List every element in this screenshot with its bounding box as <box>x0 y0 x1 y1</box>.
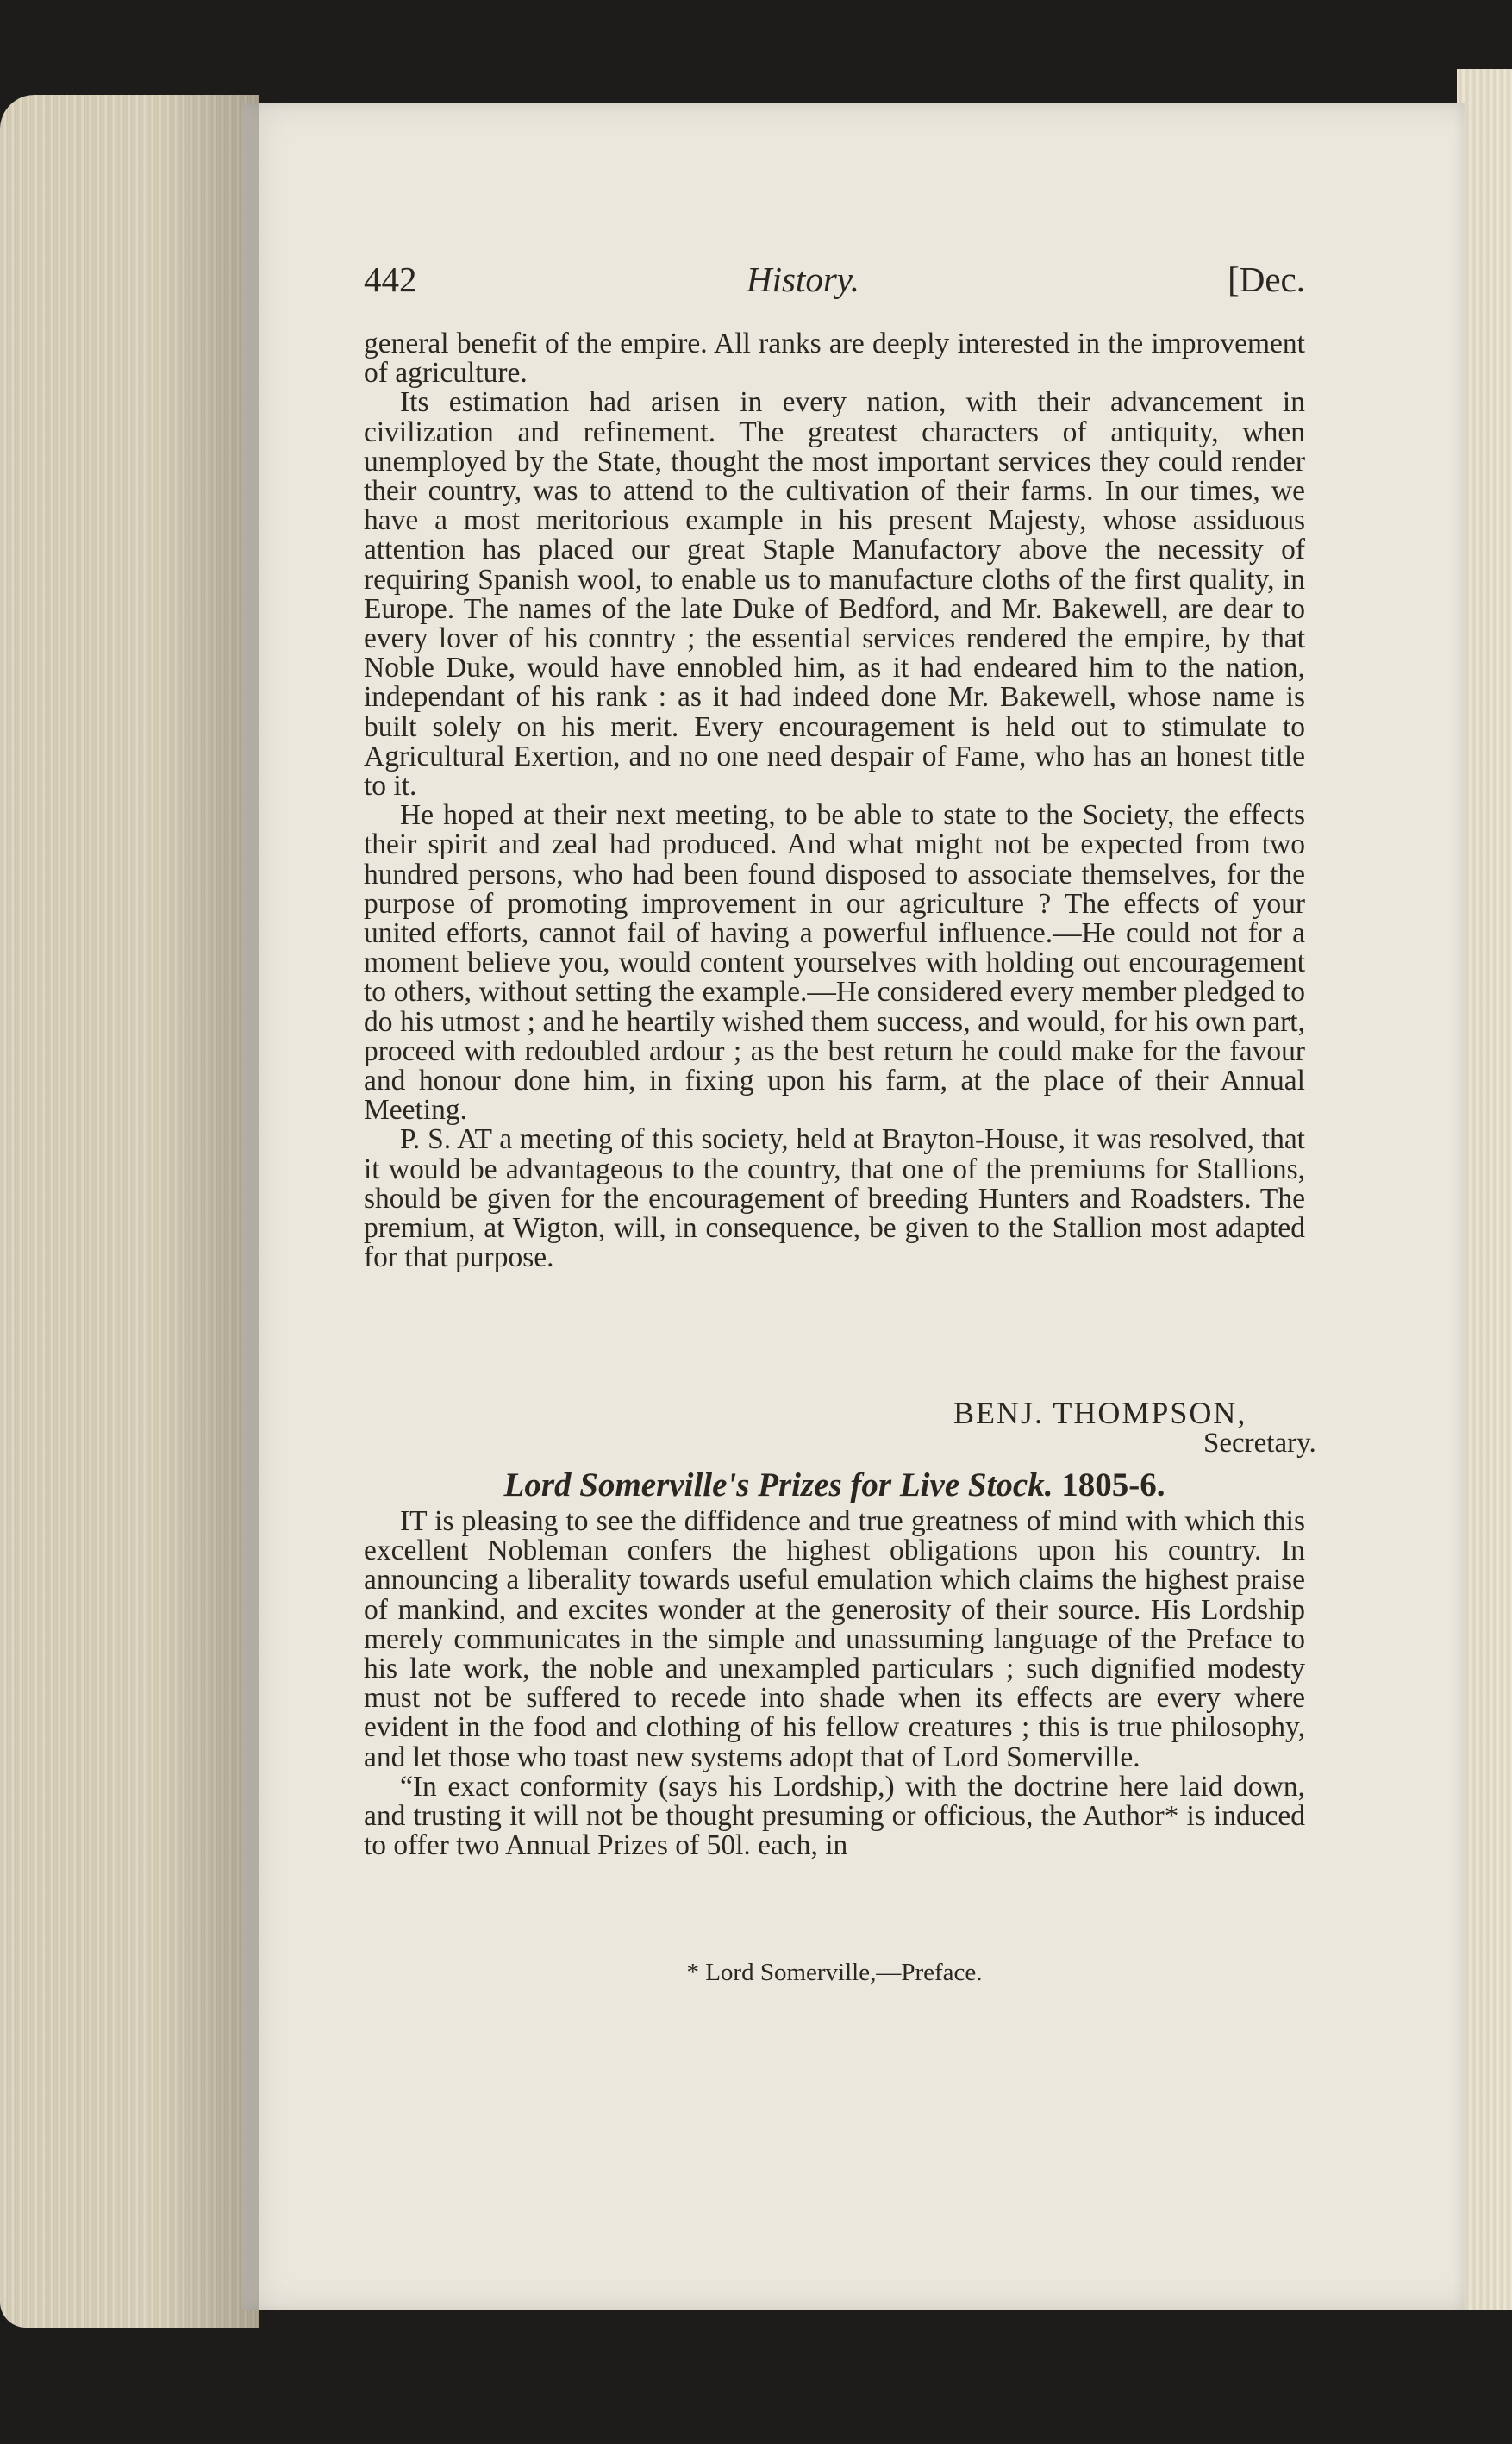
running-header <box>364 259 1305 307</box>
section-years: 1805-6. <box>1061 1466 1165 1503</box>
paragraph: general benefit of the empire. All ranks are deeply interested in the improvement of agriculture. <box>364 328 1305 390</box>
running-title: History. <box>747 259 859 299</box>
signature-name: BENJ. THOMPSON, <box>953 1396 1247 1430</box>
header-month: [Dec. <box>1228 259 1305 299</box>
section-heading <box>364 1466 1305 1504</box>
signature-role: Secretary. <box>1203 1428 1316 1459</box>
body-text-bottom <box>364 1507 1305 1860</box>
page-number: 442 <box>364 259 417 299</box>
footnote: * Lord Somerville,—Preface. <box>686 1959 983 1986</box>
paragraph: IT is pleasing to see the diffidence and true greatness of mind with which this excellent Nobleman confers the highest obligations upon his country. In announcing a liberality towards useful emulation which claims the highest praise of mankind, and excites wonder at the generosity of their source. His Lordship merely communicates in the simple and unassuming language of the Preface to his late work, the noble and unexampled particulars ; such dignified modesty must not be suffered to recede into shade when its effects are every where evident in the food and clothing of his fellow creatures ; this is true philosophy, and let those who toast new systems adopt that of Lord Somerville. <box>364 1505 1305 1773</box>
paragraph: “In exact conformity (says his Lordship,) with the doctrine here laid down, and trusting it will not be thought presuming or officious, the Author* is induced to offer two Annual Prizes of 50l. each, in <box>364 1770 1305 1862</box>
section-title: Lord Somerville's Prizes for Live Stock. <box>503 1466 1053 1503</box>
paragraph: He hoped at their next meeting, to be able to state to the Society, the effects their spirit and zeal had produced. And what might not be expected from two hundred persons, who had been found disposed to associate themselves, for the purpose of promoting improvement in our agriculture ? The effects of your united efforts, cannot fail of having a powerful influence.—He could not for a moment believe you, would content yourselves with holding out encouragement to others, without setting the example.—He considered every member pledged to do his utmost ; and he heartily wished them success, and would, for his own part, proceed with redoubled ardour ; as the best return he could make for the favour and honour done him, in fixing upon his farm, at the place of their Annual Meeting. <box>364 799 1305 1127</box>
body-text-top <box>364 329 1305 1273</box>
gutter-shadow <box>155 95 259 2328</box>
paragraph: Its estimation had arisen in every nation, with their advancement in civilization and refinement. The greatest characters of antiquity, when unemployed by the State, thought the most important services they could render their country, was to attend to the cultivation of their farms. In our times, we have a most meritorious example in his present Majesty, whose assiduous attention has placed our great Staple Manufactory above the necessity of requiring Spanish wool, to enable us to manufacture cloths of the first quality, in Europe. The names of the late Duke of Bedford, and Mr. Bakewell, are dear to every lover of his conntry ; the essential services rendered the empire, by that Noble Duke, would have ennobled him, as it had endeared him to the nation, independant of his rank : as it had indeed done Mr. Bakewell, whose name is built solely on his merit. Every encouragement is held out to stimulate to Agricultural Exertion, and no one need despair of Fame, who has an honest title to it. <box>364 386 1305 803</box>
paragraph: P. S. AT a meeting of this society, held at Brayton-House, it was resolved, that it would be advantageous to the country, that one of the premiums for Stallions, should be given for the encouragement of breeding Hunters and Roadsters. The premium, at Wigton, will, in consequence, be given to the Stallion most adapted for that purpose. <box>364 1123 1305 1274</box>
